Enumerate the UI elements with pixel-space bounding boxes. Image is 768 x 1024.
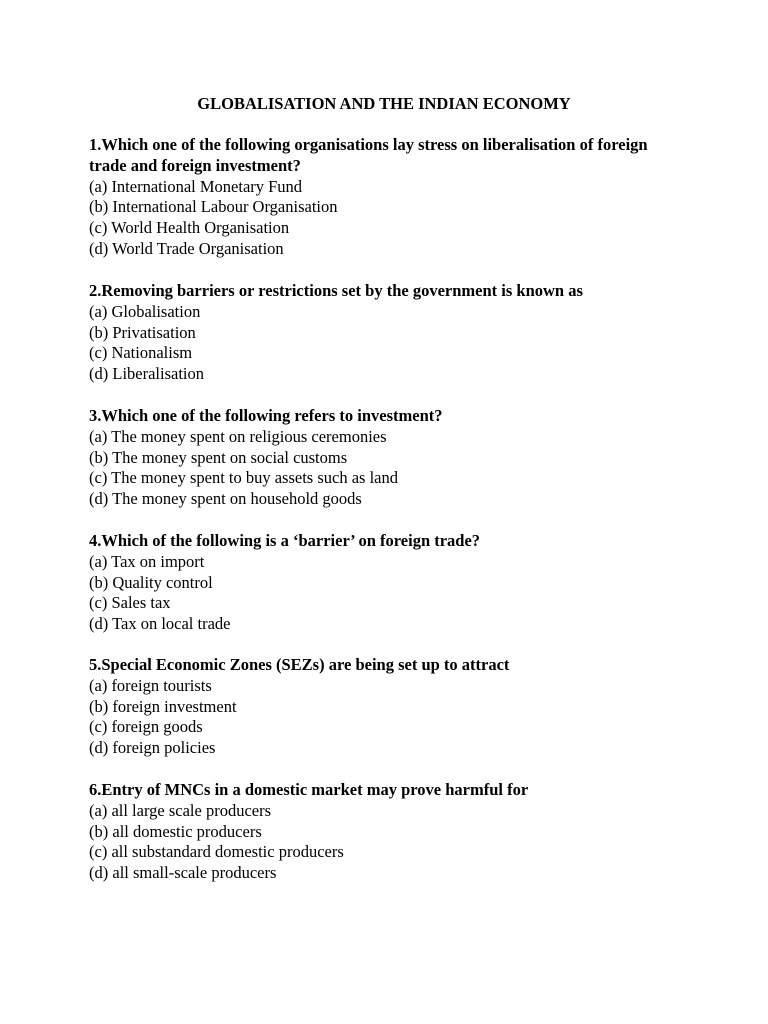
question-5	[89, 655, 689, 759]
question-6	[89, 780, 689, 884]
option-c: (c) Nationalism	[89, 343, 193, 363]
option-b: (b) The money spent on social customs	[89, 447, 348, 467]
option-d: (d) Tax on local trade	[89, 614, 231, 634]
question-text: 2.Removing barriers or restrictions set by the government is known as	[89, 281, 583, 300]
option-d: (d) The money spent on household goods	[89, 489, 362, 509]
option-a: (a) all large scale producers	[89, 800, 272, 820]
question-text: 3.Which one of the following refers to investment?	[89, 406, 443, 425]
question-text: 1.Which one of the following organisations lay stress on liberalisation of foreign trade and foreign investment?	[89, 135, 648, 175]
question-text: 5.Special Economic Zones (SEZs) are being set up to attract	[89, 655, 510, 674]
option-d: (d) World Trade Organisation	[89, 238, 284, 258]
option-b: (b) all domestic producers	[89, 821, 262, 841]
option-d: (d) all small-scale producers	[89, 863, 277, 883]
option-d: (d) Liberalisation	[89, 364, 205, 384]
option-b: (b) Privatisation	[89, 322, 196, 342]
option-a: (a) Tax on import	[89, 551, 205, 571]
option-c: (c) World Health Organisation	[89, 218, 290, 238]
option-a: (a) foreign tourists	[89, 675, 212, 695]
option-a: (a) International Monetary Fund	[89, 176, 303, 196]
option-c: (c) Sales tax	[89, 593, 171, 613]
question-text: 4.Which of the following is a ‘barrier’ on foreign trade?	[89, 531, 481, 550]
question-4	[89, 531, 689, 635]
option-c: (c) foreign goods	[89, 717, 203, 737]
document-title: GLOBALISATION AND THE INDIAN ECONOMY	[197, 94, 571, 113]
question-2	[89, 281, 689, 385]
option-d: (d) foreign policies	[89, 738, 216, 758]
option-c: (c) The money spent to buy assets such as land	[89, 468, 399, 488]
option-b: (b) foreign investment	[89, 696, 237, 716]
question-3	[89, 406, 689, 510]
option-b: (b) Quality control	[89, 572, 213, 592]
option-b: (b) International Labour Organisation	[89, 197, 338, 217]
question-text: 6.Entry of MNCs in a domestic market may prove harmful for	[89, 780, 529, 799]
option-a: (a) The money spent on religious ceremonies	[89, 426, 387, 446]
question-1	[89, 135, 689, 260]
option-c: (c) all substandard domestic producers	[89, 842, 344, 862]
option-a: (a) Globalisation	[89, 301, 201, 321]
